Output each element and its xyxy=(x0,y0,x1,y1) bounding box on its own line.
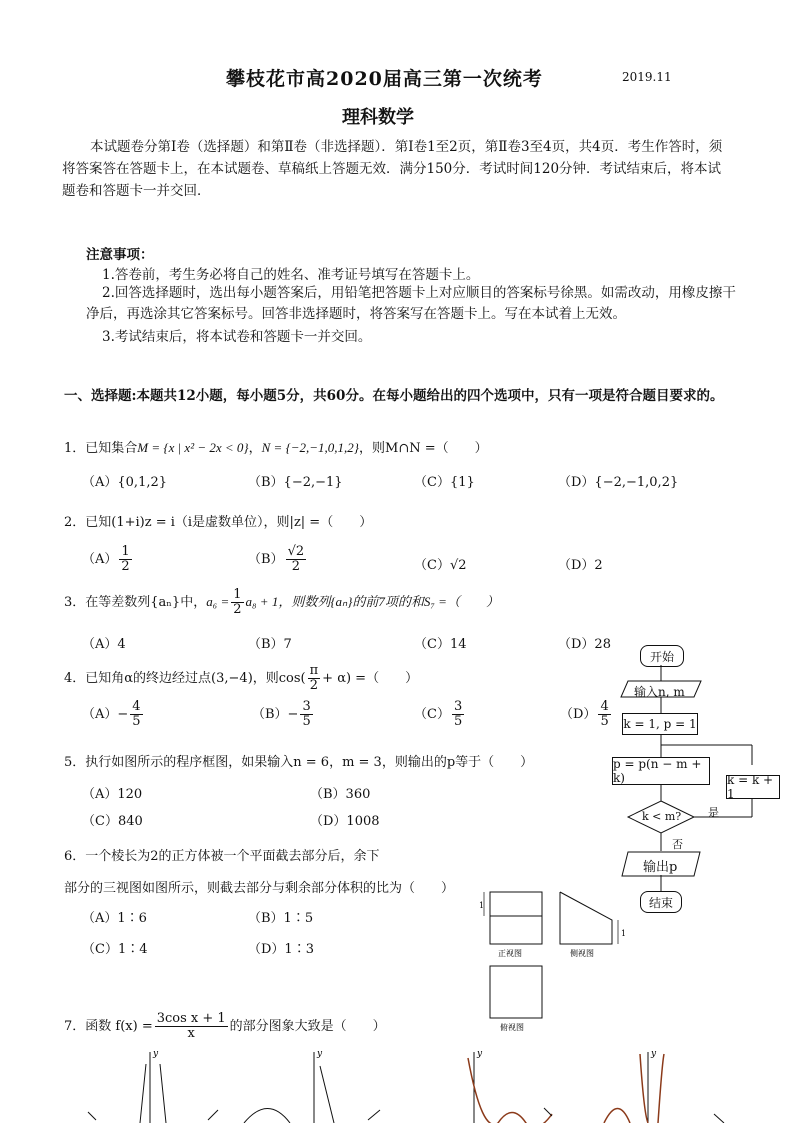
q1-option-b[interactable]: （B）{−2,−1} xyxy=(248,475,343,490)
q4-option-b[interactable]: （B）− $\frac{3}{5}$ xyxy=(252,699,311,729)
front-dim-label: 1 xyxy=(479,901,485,910)
q7-graph-b[interactable] xyxy=(238,1044,398,1123)
side-dim-label: 1 xyxy=(621,929,627,938)
q6-option-c[interactable]: （C）1∶4 xyxy=(82,942,148,957)
question-4-stem: 4．已知角α的终边经过点(3,−4)，则cos( $\frac{\pi}{2}$ + α) =（ ） xyxy=(64,663,419,693)
note-3: 3.考试结束后，将本试卷和答题卡一并交回。 xyxy=(102,329,372,345)
intro-paragraph: 本试题卷分第Ⅰ卷（选择题）和第Ⅱ卷（非选择题）．第Ⅰ卷1至2页，第Ⅱ卷3至4页，共4页．考生作答时，须将答案答在答题卡上，在本试题卷、草稿纸上答题无效．满分150分．考试时间120分钟．考试结束后，将本试题卷和答题卡一并交回． xyxy=(62,139,723,199)
q3-option-c[interactable]: （C）14 xyxy=(414,637,467,652)
q5-option-c[interactable]: （C）840 xyxy=(82,814,143,829)
q3-option-d[interactable]: （D）28 xyxy=(558,637,611,652)
q5-option-b[interactable]: （B）360 xyxy=(310,787,371,802)
note-1: 1.答卷前，考生务必将自己的姓名、准考证号填写在答题卡上。 xyxy=(102,267,480,283)
flow-condition: k < m? xyxy=(642,810,682,823)
question-5-stem: 5．执行如图所示的程序框图，如果输入n = 6，m = 3，则输出的p等于（ ） xyxy=(64,755,534,770)
flow-yes-label: 是 xyxy=(708,806,719,819)
q7-graph-c[interactable] xyxy=(460,1044,570,1123)
flow-no-label: 否 xyxy=(672,838,683,851)
q7-graph-d[interactable] xyxy=(600,1044,734,1123)
q7-c-axis-y: y xyxy=(477,1049,483,1059)
section-heading: 一、选择题:本题共12小题，每小题5分，共60分。在每小题给出的四个选项中，只有一项是符合题目要求的。 xyxy=(64,388,724,404)
exam-date: 2019.11 xyxy=(622,70,672,84)
q2-option-c[interactable]: （C）√2 xyxy=(414,558,467,573)
q1-option-d[interactable]: （D）{−2,−1,0,2} xyxy=(558,475,679,490)
question-6-stem-line1: 6．一个棱长为2的正方体被一个平面截去部分后，余下 xyxy=(64,849,380,864)
front-view-label: 正视图 xyxy=(498,949,522,958)
q5-option-d[interactable]: （D）1008 xyxy=(310,814,380,829)
q2-option-a[interactable]: （A） $\frac{1}{2}$ xyxy=(82,544,130,574)
notes-heading: 注意事项： xyxy=(86,247,154,263)
note-2: 2.回答选择题时，选出每小题答案后，用铅笔把答题卡上对应顺目的答案标号徐黑。如需改动，用橡皮擦干净后，再选涂其它答案标号。回答非选择题时，将答案写在答题卡上。写在本试着上无效。 xyxy=(86,285,736,322)
q4-option-d[interactable]: （D） $\frac{4}{5}$ xyxy=(560,699,609,729)
q6-option-a[interactable]: （A）1∶6 xyxy=(82,911,147,926)
flow-init: k = 1, p = 1 xyxy=(622,713,698,735)
flow-update: k = k + 1 xyxy=(726,775,780,799)
subject-title: 理科数学 xyxy=(342,107,414,128)
q2-option-b[interactable]: （B） $\frac{√2}{2}$ xyxy=(248,544,305,574)
q4-option-a[interactable]: （A）− $\frac{4}{5}$ xyxy=(82,699,141,729)
flow-output: 输出p xyxy=(643,860,678,875)
q4-option-c[interactable]: （C） $\frac{3}{5}$ xyxy=(414,699,463,729)
top-view-label: 俯视图 xyxy=(500,1023,524,1032)
front-view xyxy=(484,892,542,944)
flow-input: 输入n, m xyxy=(634,685,685,699)
question-7-stem: 7．函数 f(x) = $\frac{\text{3cos x + 1}}{x}$ 的部分图象大致是（ ） xyxy=(64,1011,386,1041)
q5-option-a[interactable]: （A）120 xyxy=(82,787,143,802)
q1-option-a[interactable]: （A）{0,1,2} xyxy=(82,475,168,490)
exam-title: 攀枝花市高2020届高三第一次统考 xyxy=(226,68,543,90)
q7-d-axis-y: y xyxy=(651,1049,657,1059)
flow-start: 开始 xyxy=(640,645,684,667)
q2-option-d[interactable]: （D）2 xyxy=(558,558,603,573)
q1-option-c[interactable]: （C）{1} xyxy=(414,475,475,490)
flow-end: 结束 xyxy=(640,891,682,913)
question-3-stem: 3．在等差数列{aₙ}中，a₆ = $\frac{1}{2}$ a₈ + 1，则数列{aₙ}的前7项的和S₇ =（ ） xyxy=(64,587,499,617)
question-1-stem: 1．已知集合M = {x | x² − 2x < 0}，N = {−2,−1,0,1,2}，则M∩N =（ ） xyxy=(64,440,488,456)
q7-b-axis-y: y xyxy=(317,1049,323,1059)
q6-option-d[interactable]: （D）1∶3 xyxy=(248,942,314,957)
q6-option-b[interactable]: （B）1∶5 xyxy=(248,911,314,926)
q3-option-b[interactable]: （B）7 xyxy=(248,637,292,652)
q3-option-a[interactable]: （A）4 xyxy=(82,637,126,652)
q7-graph-a[interactable] xyxy=(78,1044,238,1123)
q7-a-axis-y: y xyxy=(153,1049,159,1059)
top-view xyxy=(490,966,542,1018)
question-6-stem-line2: 部分的三视图如图所示，则截去部分与剩余部分体积的比为（ ） xyxy=(64,881,455,896)
side-view-label: 侧视图 xyxy=(570,949,594,958)
flow-process: p = p(n − m + k) xyxy=(612,757,710,785)
question-2-stem: 2．已知(1+i)z = i（i是虚数单位），则|z| =（ ） xyxy=(64,515,373,530)
